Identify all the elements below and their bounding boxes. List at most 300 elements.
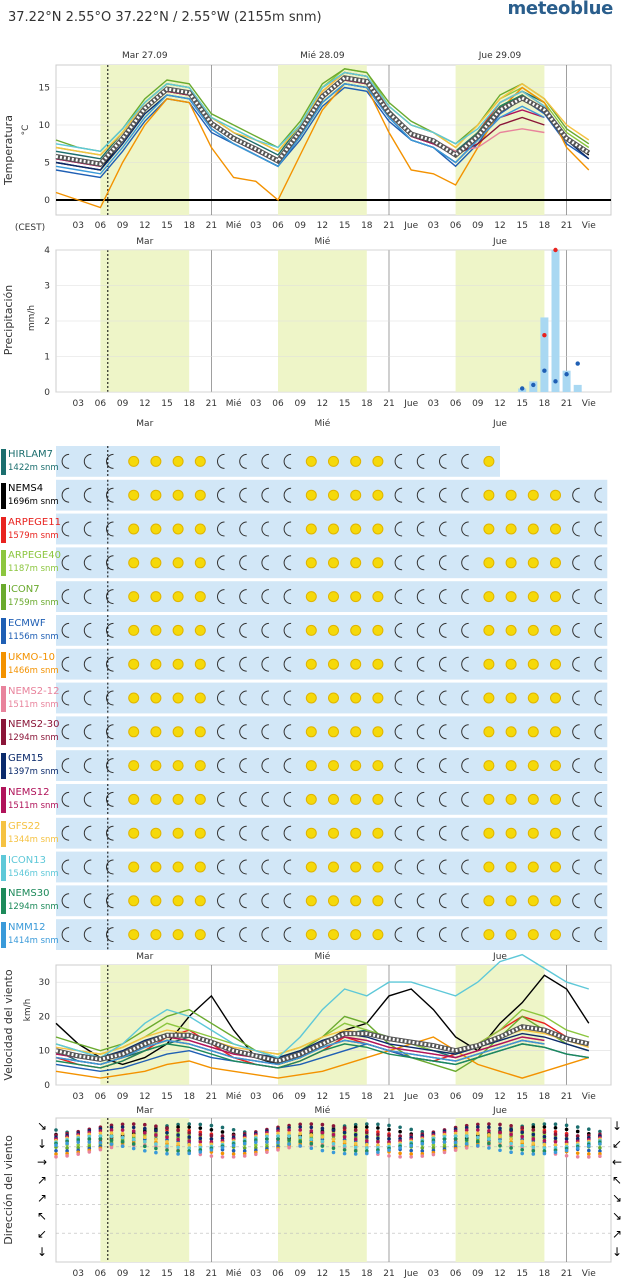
temp-tick-label: 03 xyxy=(72,221,84,231)
sun-icon xyxy=(329,930,339,940)
dir-point xyxy=(476,1132,480,1136)
dir-point xyxy=(165,1140,169,1144)
dir-point xyxy=(110,1142,114,1146)
dir-point xyxy=(487,1125,491,1129)
dir-point xyxy=(343,1148,347,1152)
model-label-ukmo-10 xyxy=(0,649,59,681)
dir-point xyxy=(509,1146,513,1150)
dir-point xyxy=(121,1128,125,1132)
sun-icon xyxy=(173,558,183,568)
model-label-nems30 xyxy=(0,885,59,917)
precip-tick-label: 21 xyxy=(383,399,395,409)
precip-ytick: 3 xyxy=(44,281,50,292)
dir-point xyxy=(354,1146,358,1150)
dir-point xyxy=(343,1152,347,1156)
dir-point xyxy=(321,1135,325,1139)
model-color-swatch xyxy=(1,449,6,475)
dir-point xyxy=(321,1127,325,1131)
dir-point xyxy=(343,1135,347,1139)
sun-icon xyxy=(351,930,361,940)
dir-point xyxy=(298,1125,302,1129)
precip-day-label: Mié xyxy=(314,237,331,247)
dir-day-label: Mié xyxy=(314,1106,331,1116)
dir-point xyxy=(187,1139,191,1143)
sun-icon xyxy=(373,625,383,635)
dir-tick-label: 18 xyxy=(183,1269,195,1279)
dir-point xyxy=(143,1144,147,1148)
wind-ytick: 10 xyxy=(38,1046,50,1057)
dir-point xyxy=(465,1142,469,1146)
dir-point xyxy=(376,1122,380,1126)
sun-icon xyxy=(306,727,316,737)
dir-point xyxy=(143,1140,147,1144)
dir-point xyxy=(210,1154,214,1158)
wind-ytick: 0 xyxy=(44,1081,50,1091)
dir-point xyxy=(176,1149,180,1153)
precip-model-point xyxy=(531,383,535,387)
sun-icon xyxy=(506,625,516,635)
wind-tick-label: 18 xyxy=(361,1092,373,1102)
sun-icon xyxy=(195,456,205,466)
sun-icon xyxy=(195,558,205,568)
sun-icon xyxy=(195,693,205,703)
dir-point xyxy=(54,1128,58,1132)
sun-icon xyxy=(351,490,361,500)
dir-tick-label: 09 xyxy=(116,1269,129,1279)
sun-icon xyxy=(373,456,383,466)
dir-point xyxy=(199,1150,203,1154)
sun-icon xyxy=(151,524,161,534)
dir-point xyxy=(498,1148,502,1152)
model-altitude: 1546m snm xyxy=(8,868,59,879)
sun-icon xyxy=(129,456,139,466)
dir-point xyxy=(132,1142,136,1146)
temp-tick-label: 06 xyxy=(449,221,462,231)
wind-daylight-band xyxy=(100,965,189,1085)
sun-icon xyxy=(306,896,316,906)
sun-icon xyxy=(506,558,516,568)
dir-tick-label: 15 xyxy=(338,1269,351,1279)
dir-point xyxy=(509,1142,513,1146)
model-altitude: 1344m snm xyxy=(8,834,59,845)
temp-tick-label: 03 xyxy=(250,221,262,231)
dir-point xyxy=(321,1149,325,1153)
dir-point xyxy=(110,1146,114,1150)
sun-icon xyxy=(484,862,494,872)
sun-icon xyxy=(373,761,383,771)
wind-unit: km/h xyxy=(23,998,33,1022)
sun-icon xyxy=(329,659,339,669)
sun-icon xyxy=(528,828,538,838)
wind-tick-label: 15 xyxy=(338,1092,351,1102)
sun-icon xyxy=(306,930,316,940)
temp-tick-label: 09 xyxy=(472,221,484,231)
precip-tick-label: 06 xyxy=(272,399,284,409)
dir-point xyxy=(432,1153,436,1157)
temp-ytick: 5 xyxy=(44,158,50,169)
wind-tick-label: 12 xyxy=(139,1092,151,1102)
dir-point xyxy=(565,1149,569,1153)
dir-point xyxy=(520,1144,524,1148)
dir-arrow-left: ↙ xyxy=(36,1227,48,1241)
sun-icon xyxy=(351,862,361,872)
dir-point xyxy=(409,1128,413,1132)
dir-point xyxy=(409,1144,413,1148)
dir-point xyxy=(298,1128,302,1132)
sun-icon xyxy=(195,794,205,804)
sun-icon xyxy=(484,693,494,703)
dir-tick-label: 12 xyxy=(494,1269,506,1279)
dir-point xyxy=(99,1141,103,1145)
dir-point xyxy=(343,1144,347,1148)
precip-tick-label: Vie xyxy=(581,399,596,409)
sun-icon xyxy=(528,592,538,602)
model-name: ICON13 xyxy=(8,854,47,866)
dir-day-label: Jue xyxy=(493,1106,507,1116)
dir-arrow-left: → xyxy=(36,1155,48,1169)
dir-arrow-right: ↘ xyxy=(611,1191,623,1205)
sun-icon xyxy=(129,828,139,838)
dir-point xyxy=(532,1149,536,1153)
model-altitude: 1511m snm xyxy=(8,801,59,811)
sun-icon xyxy=(195,625,205,635)
model-altitude: 1511m snm xyxy=(8,699,59,710)
dir-point xyxy=(398,1125,402,1129)
dir-point xyxy=(132,1122,136,1126)
temperature-panel xyxy=(2,65,611,233)
dir-point xyxy=(154,1142,158,1146)
sun-icon xyxy=(528,794,538,804)
dir-point xyxy=(565,1123,569,1127)
temp-tick-label: 09 xyxy=(294,221,306,231)
wind-day-label: Mié xyxy=(314,952,331,962)
timezone-label: (CEST) xyxy=(14,223,46,233)
temp-tick-label: 15 xyxy=(161,221,173,231)
dir-tick-label: Mié xyxy=(225,1269,242,1279)
precip-day-label: Jue xyxy=(493,237,507,247)
dir-point xyxy=(165,1131,169,1135)
sun-icon xyxy=(506,930,516,940)
dir-point xyxy=(121,1136,125,1140)
wind-tick-label: 12 xyxy=(316,1092,329,1102)
dir-point xyxy=(387,1124,391,1128)
dir-point xyxy=(443,1140,447,1144)
sun-icon xyxy=(351,524,361,534)
dir-tick-label: 06 xyxy=(272,1269,284,1279)
dir-tick-label: Vie xyxy=(581,1269,596,1279)
dir-point xyxy=(121,1132,125,1136)
dir-point xyxy=(54,1155,58,1159)
dir-point xyxy=(543,1135,547,1139)
dir-point xyxy=(132,1138,136,1142)
dir-point xyxy=(199,1126,203,1130)
precip-tick-label: 12 xyxy=(139,399,151,409)
sun-icon xyxy=(129,592,139,602)
sun-icon xyxy=(551,659,561,669)
precip-unit: mm/h xyxy=(27,304,37,332)
sun-icon xyxy=(351,693,361,703)
model-label-nems4 xyxy=(0,480,59,512)
sun-icon xyxy=(129,490,139,500)
sun-icon xyxy=(373,659,383,669)
precip-tick-label: 03 xyxy=(427,399,440,409)
sun-icon xyxy=(551,794,561,804)
sun-icon xyxy=(329,592,339,602)
sun-icon xyxy=(173,794,183,804)
precip-tick-label: 18 xyxy=(183,399,195,409)
sun-icon xyxy=(195,727,205,737)
sun-icon xyxy=(195,490,205,500)
dir-point xyxy=(476,1135,480,1139)
sun-icon xyxy=(373,490,383,500)
sun-icon xyxy=(151,930,161,940)
dir-point xyxy=(343,1126,347,1130)
sun-icon xyxy=(528,727,538,737)
dir-point xyxy=(454,1141,458,1145)
dir-point xyxy=(310,1142,314,1146)
dir-point xyxy=(465,1138,469,1142)
dir-point xyxy=(298,1144,302,1148)
model-color-swatch xyxy=(1,719,6,745)
sun-icon xyxy=(484,456,494,466)
dir-point xyxy=(187,1143,191,1147)
precip-day-label: Mar xyxy=(136,237,154,247)
sun-icon xyxy=(351,592,361,602)
meteoblue-logo[interactable]: meteoblue xyxy=(507,0,613,19)
sun-icon xyxy=(129,558,139,568)
model-altitude: 1294m snm xyxy=(8,902,59,913)
dir-arrow-right: ↓ xyxy=(611,1119,623,1133)
dir-point xyxy=(176,1129,180,1133)
dir-point xyxy=(376,1140,380,1144)
dir-point xyxy=(310,1129,314,1133)
dir-point xyxy=(187,1125,191,1129)
model-label-gem15 xyxy=(0,750,59,782)
dir-point xyxy=(221,1152,225,1156)
model-color-swatch xyxy=(1,855,6,881)
wind-ytick: 20 xyxy=(38,1012,50,1023)
dir-ylabel: Dirección del viento xyxy=(2,1135,15,1245)
sun-icon xyxy=(195,930,205,940)
sun-icon xyxy=(329,524,339,534)
wind-tick-label: 21 xyxy=(560,1092,573,1102)
dir-point xyxy=(598,1154,602,1158)
sun-icon xyxy=(551,862,561,872)
sun-icon xyxy=(373,558,383,568)
dir-point xyxy=(321,1131,325,1135)
temp-tick-label: 06 xyxy=(94,221,107,231)
dir-arrow-left: ↘ xyxy=(36,1119,48,1133)
wind-daylight-band xyxy=(456,965,545,1085)
dir-arrow-left: ↓ xyxy=(36,1245,48,1259)
sun-icon xyxy=(528,524,538,534)
sun-icon xyxy=(195,761,205,771)
dir-point xyxy=(132,1147,136,1151)
dir-point xyxy=(343,1140,347,1144)
dir-arrow-right: ↙ xyxy=(611,1137,623,1151)
model-label-nems2-30 xyxy=(0,716,60,748)
dir-point xyxy=(598,1142,602,1146)
dir-point xyxy=(165,1126,169,1130)
model-name: GFS22 xyxy=(8,820,41,832)
dir-point xyxy=(398,1146,402,1150)
model-name: UKMO-10 xyxy=(8,651,55,663)
dir-tick-label: 12 xyxy=(139,1269,151,1279)
sun-icon xyxy=(484,930,494,940)
model-color-swatch xyxy=(1,753,6,779)
dir-point xyxy=(154,1138,158,1142)
temp-tick-label: 21 xyxy=(560,221,573,231)
dir-point xyxy=(254,1153,258,1157)
dir-point xyxy=(65,1142,69,1146)
sun-icon xyxy=(373,896,383,906)
sun-icon xyxy=(151,727,161,737)
dir-point xyxy=(520,1139,524,1143)
sun-icon xyxy=(351,625,361,635)
dir-point xyxy=(332,1137,336,1141)
sun-icon xyxy=(351,727,361,737)
model-altitude: 1759m snm xyxy=(8,598,59,609)
dir-point xyxy=(232,1149,236,1153)
dir-point xyxy=(443,1151,447,1155)
dir-point xyxy=(565,1134,569,1138)
dir-point xyxy=(498,1135,502,1139)
wind-tick-label: 09 xyxy=(294,1092,306,1102)
dir-point xyxy=(498,1139,502,1143)
dir-point xyxy=(243,1142,247,1146)
dir-point xyxy=(543,1139,547,1143)
sun-icon xyxy=(528,625,538,635)
dir-tick-label: 09 xyxy=(472,1269,484,1279)
dir-point xyxy=(65,1154,69,1158)
sun-icon xyxy=(129,524,139,534)
model-name: ECMWF xyxy=(8,618,46,629)
model-label-hirlam7 xyxy=(0,446,59,478)
temp-tick-label: 12 xyxy=(316,221,329,231)
sun-icon xyxy=(329,456,339,466)
model-altitude: 1466m snm xyxy=(8,665,59,676)
dir-point xyxy=(432,1141,436,1145)
sun-icon xyxy=(506,862,516,872)
dir-point xyxy=(532,1152,536,1156)
dir-arrow-left: ↖ xyxy=(36,1209,48,1223)
sun-icon xyxy=(551,896,561,906)
wind-day-label: Mar xyxy=(136,952,154,962)
dir-arrow-right: ↗ xyxy=(611,1227,623,1241)
precip-bar xyxy=(540,317,548,392)
sun-icon xyxy=(173,524,183,534)
precip-tick-label: 21 xyxy=(205,399,218,409)
sun-icon xyxy=(484,592,494,602)
dir-point xyxy=(520,1148,524,1152)
icons-day-label: Mié xyxy=(314,419,331,429)
sun-icon xyxy=(551,625,561,635)
sun-icon xyxy=(351,659,361,669)
dir-point xyxy=(298,1136,302,1140)
sun-icon xyxy=(351,828,361,838)
model-name: NEMS2-30 xyxy=(8,719,60,731)
dir-point xyxy=(365,1152,369,1156)
dir-point xyxy=(465,1131,469,1135)
sun-icon xyxy=(484,794,494,804)
model-color-swatch xyxy=(1,922,6,948)
sun-icon xyxy=(551,558,561,568)
dir-point xyxy=(509,1124,513,1128)
model-label-nems12 xyxy=(0,784,59,816)
temp-tick-label: 06 xyxy=(272,221,284,231)
dir-point xyxy=(487,1133,491,1137)
dir-point xyxy=(343,1131,347,1135)
dir-point xyxy=(210,1128,214,1132)
dir-point xyxy=(332,1146,336,1150)
dir-point xyxy=(543,1152,547,1156)
dir-point xyxy=(509,1150,513,1154)
dir-point xyxy=(354,1149,358,1153)
sun-icon xyxy=(351,896,361,906)
dir-point xyxy=(221,1130,225,1134)
dir-point xyxy=(398,1155,402,1159)
sun-icon xyxy=(551,693,561,703)
dir-point xyxy=(88,1140,92,1144)
temp-ytick: 15 xyxy=(38,83,50,94)
dir-point xyxy=(421,1142,425,1146)
sun-icon xyxy=(151,761,161,771)
sun-icon xyxy=(506,794,516,804)
sun-icon xyxy=(306,794,316,804)
precip-model-point xyxy=(520,386,524,390)
dir-point xyxy=(576,1130,580,1134)
dir-point xyxy=(176,1152,180,1156)
sun-icon xyxy=(528,862,538,872)
sun-icon xyxy=(195,659,205,669)
sun-icon xyxy=(373,693,383,703)
wind-tick-label: 21 xyxy=(205,1092,218,1102)
sun-icon xyxy=(151,862,161,872)
dir-point xyxy=(310,1146,314,1150)
dir-point xyxy=(554,1122,558,1126)
dir-point xyxy=(365,1139,369,1143)
model-color-swatch xyxy=(1,821,6,847)
precip-model-point xyxy=(576,361,580,365)
wind-speed-panel xyxy=(2,951,611,1102)
dir-point xyxy=(143,1135,147,1139)
dir-point xyxy=(321,1140,325,1144)
temp-tick-label: Jue xyxy=(404,221,419,231)
model-label-arpege11 xyxy=(0,514,61,546)
model-altitude: 1294m snm xyxy=(8,733,59,744)
dir-point xyxy=(154,1129,158,1133)
sun-icon xyxy=(484,727,494,737)
sun-icon xyxy=(151,896,161,906)
temp-tick-label: Vie xyxy=(581,221,596,231)
dir-point xyxy=(143,1149,147,1153)
precip-tick-label: 09 xyxy=(472,399,484,409)
sun-icon xyxy=(151,659,161,669)
sun-icon xyxy=(306,558,316,568)
dir-point xyxy=(365,1131,369,1135)
dir-point xyxy=(265,1140,269,1144)
dir-point xyxy=(176,1146,180,1150)
dir-point xyxy=(310,1137,314,1141)
wind-tick-label: 09 xyxy=(116,1092,129,1102)
dir-point xyxy=(487,1137,491,1141)
wind-tick-label: 15 xyxy=(516,1092,528,1102)
dir-point xyxy=(165,1144,169,1148)
dir-point xyxy=(221,1126,225,1130)
dir-arrow-right: ↖ xyxy=(611,1173,623,1187)
wind-tick-label: Jue xyxy=(404,1092,419,1102)
dir-point xyxy=(76,1152,80,1156)
